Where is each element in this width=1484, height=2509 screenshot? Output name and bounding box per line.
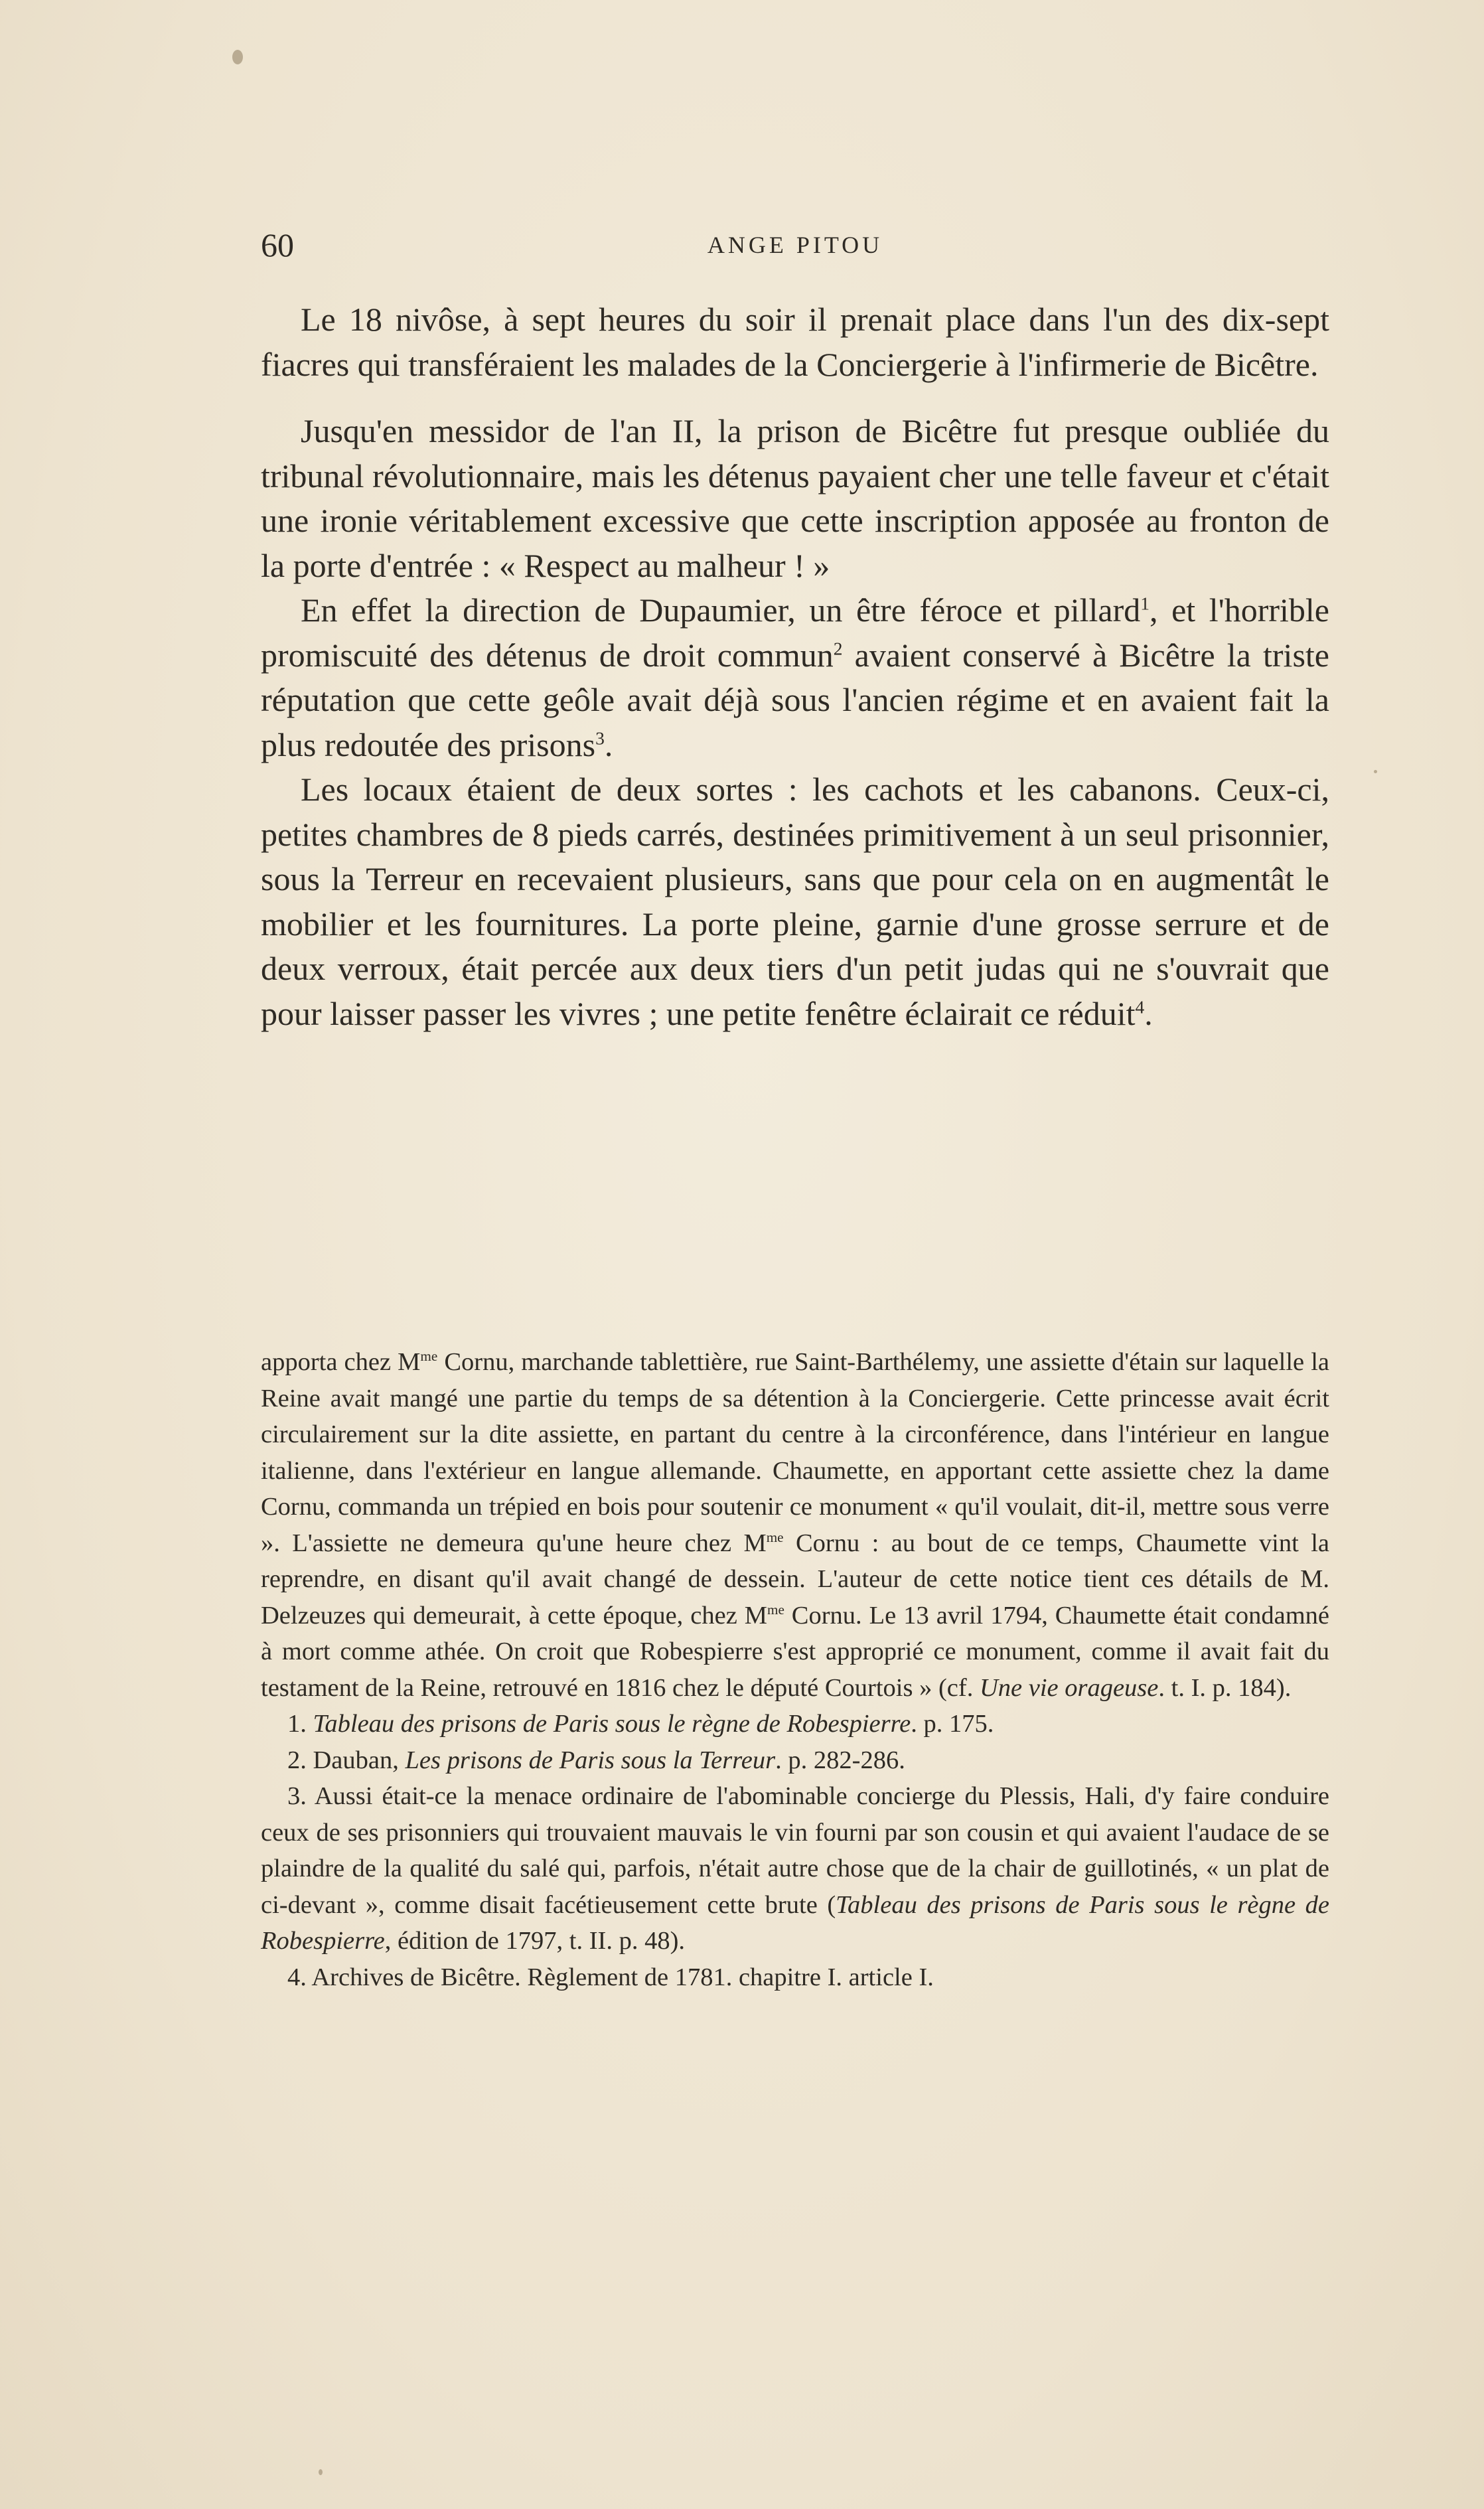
text-run: Les locaux étaient de deux sortes : les cachots et les cabanons. Ceux-ci, petites chambres de 8 pieds carrés, destinées primitivement à un seul prisonnier, sous la Terreur en recevaient plusieurs, sans que pour cela on en augmentât le mobilier et les fournitures. La porte pleine, garnie d'une grosse serrure et de deux verroux, était percée aux deux tiers d'un petit judas qui ne s'ouvrait que pour laisser passer les vivres ; une petite fenêtre éclairait ce réduit <box>261 771 1329 1032</box>
book-title: Tableau des prisons de Paris sous le règne de Robespierre <box>313 1710 911 1738</box>
book-title: Une vie orageuse <box>979 1673 1159 1702</box>
text-run: apporta chez M <box>261 1348 421 1376</box>
author: Dauban, <box>313 1746 406 1774</box>
note-number: 1. <box>287 1710 313 1738</box>
text-run: , et l'horrible promiscuité des détenus de droit commun <box>261 591 1329 674</box>
footnote-2 <box>261 1742 1329 1779</box>
book-title: Les prisons de Paris sous la Terreur <box>405 1746 776 1774</box>
text-run: En effet la direction de Dupaumier, un être féroce et pillard <box>301 591 1141 629</box>
text-run: Cornu : au bout de ce temps, Chaumette vint la reprendre, en disant qu'il avait changé de dessein. L'auteur de cette notice tient ces détails de M. Delzeuzes qui demeurait, à cette époque, chez M <box>261 1529 1330 1630</box>
footnote-continuation <box>261 1344 1329 1706</box>
footnote-ref: 1 <box>1140 593 1150 614</box>
footnote-1 <box>261 1706 1329 1742</box>
text-run: Cornu. Le 13 avril 1794, Chaumette était condamné à mort comme athée. On croit que Robespierre s'est approprié ce monument, comme il avait fait du testament de la Reine, retrouvé en 1816 chez le député Courtois » (cf. <box>261 1601 1329 1702</box>
note-number: 2. <box>287 1746 313 1774</box>
footnotes <box>261 1344 1329 1995</box>
text-run: . p. 175. <box>911 1710 994 1738</box>
abbrev-sup: me <box>766 1529 784 1545</box>
footnote-ref: 3 <box>595 727 605 748</box>
paper-speck <box>1374 770 1377 773</box>
book-title: Tableau des prisons de Paris sous le règne de Robespierre <box>261 1890 1329 1955</box>
page-header <box>261 226 1329 266</box>
text-run: 3. Aussi était-ce la menace ordinaire de l'abominable concierge du Plessis, Hali, d'y faire conduire ceux de ses prisonniers qui trouvaient mauvais le vin fourni par son cousin et qui avaient l'audace de se plaindre de la qualité du salé qui, parfois, n'était autre chose que de la chair de guillotinés, « un plat de ci-devant », comme disait facétieusement cette brute ( <box>261 1782 1329 1919</box>
paragraph: Le 18 nivôse, à sept heures du soir il prenait place dans l'un des dix-sept fiacres qui transféraient les malades de la Conciergerie à l'infirmerie de Bicêtre. <box>261 301 1329 383</box>
body-text <box>261 297 1329 1036</box>
footnote-ref: 2 <box>833 637 843 658</box>
text-run: . <box>1144 994 1153 1032</box>
text-run: Cornu, marchande tablettière, rue Saint-Barthélemy, une assiette d'étain sur laquelle la Reine avait mangé une partie du temps de sa détention à la Conciergerie. Cette princesse avait écrit circulairement sur la dite assiette, en partant du centre à la circonférence, dans l'intérieur en langue italienne, dans l'extérieur en langue allemande. Chaumette, en apportant cette assiette chez la dame Cornu, commanda un trépied en bois pour soutenir ce monument « qu'il voulait, dit-il, mettre sous verre ». L'assiette ne demeura qu'une heure chez M <box>261 1348 1330 1557</box>
footnote-ref: 4 <box>1135 996 1145 1017</box>
paragraph <box>261 588 1329 767</box>
paper-speck <box>319 2469 323 2475</box>
text-run: . t. I. p. 184). <box>1158 1673 1292 1702</box>
paragraph <box>261 767 1329 1036</box>
abbrev-sup: me <box>420 1348 438 1365</box>
footnote-3 <box>261 1778 1329 1959</box>
footnote-4: 4. Archives de Bicêtre. Règlement de 1781. chapitre I. article I. <box>287 1963 934 1991</box>
paragraph: Jusqu'en messidor de l'an II, la prison de Bicêtre fut presque oubliée du tribunal révolutionnaire, mais les détenus payaient cher une telle faveur et c'était une ironie véritablement excessive que cette inscription apposée au fronton de la porte d'entrée : « Respect au malheur ! » <box>261 412 1329 584</box>
page-number: 60 <box>261 226 294 264</box>
text-run: . p. 282-286. <box>775 1746 905 1774</box>
text-run: avaient conservé à Bicêtre la triste réputation que cette geôle avait déjà sous l'ancien régime et en avaient fait la plus redoutée des prisons <box>261 636 1329 763</box>
text-run: . <box>604 725 613 763</box>
abbrev-sup: me <box>767 1601 784 1618</box>
running-title: ANGE PITOU <box>707 232 883 258</box>
text-run: , édition de 1797, t. II. p. 48). <box>384 1927 686 1955</box>
paper-speck <box>232 50 243 64</box>
